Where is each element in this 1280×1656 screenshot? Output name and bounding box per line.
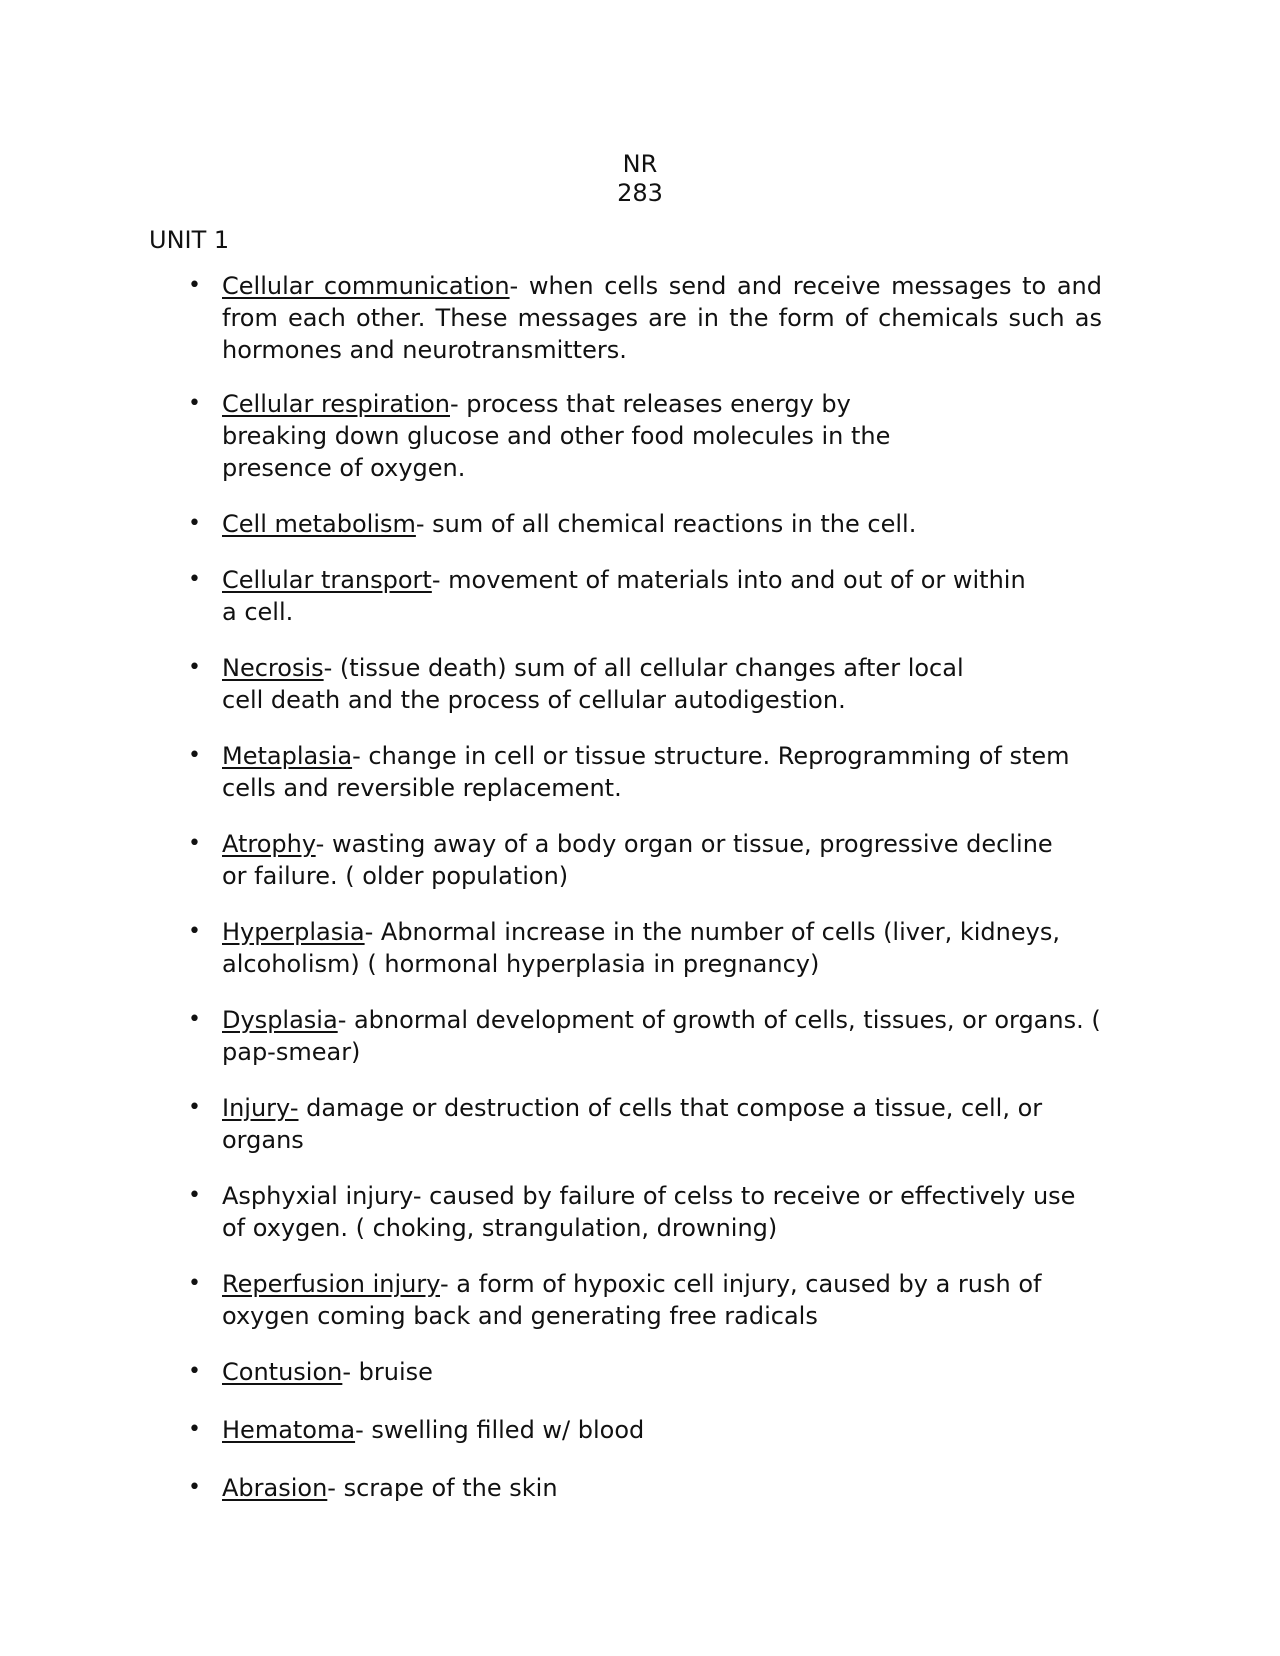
unit-heading: UNIT 1 (149, 226, 230, 254)
list-item (0, 1092, 1062, 1156)
list-item (0, 1268, 1062, 1332)
term-definition: - wasting away of a body organ or tissue, progressive decline or failure. ( older population) (222, 830, 1053, 890)
term-definition: - when cells send and receive messages to and from each other. These messages are in the form of chemicals such as hormones and neurotransmitters. (222, 272, 1102, 364)
bullet-icon: • (188, 1475, 201, 1500)
list-item (0, 1356, 1102, 1388)
term-label: Cellular transport (222, 566, 432, 594)
list-item (0, 740, 1102, 804)
bullet-icon: • (188, 655, 201, 680)
list-item (0, 564, 1042, 628)
term-label: Necrosis (222, 654, 324, 682)
term-label: Hyperplasia (222, 918, 365, 946)
list-item (0, 1472, 1102, 1504)
bullet-icon: • (188, 511, 201, 536)
bullet-icon: • (188, 567, 201, 592)
bullet-icon: • (188, 831, 201, 856)
list-item (0, 270, 1102, 366)
term-definition: - swelling filled w/ blood (355, 1416, 645, 1444)
term-label: Hematoma (222, 1416, 356, 1444)
term-label: Contusion (222, 1358, 343, 1386)
list-item (0, 652, 1002, 716)
term-definition: - Abnormal increase in the number of cells (liver, kidneys, alcoholism) ( hormonal hyperplasia in pregnancy) (222, 918, 1060, 978)
bullet-icon: • (188, 1095, 201, 1120)
term-definition: - a form of hypoxic cell injury, caused by a rush of oxygen coming back and generating free radicals (222, 1270, 1042, 1330)
term-label: Dysplasia (222, 1006, 338, 1034)
bullet-icon: • (188, 919, 201, 944)
course-title (0, 150, 1280, 208)
bullet-icon: • (188, 273, 201, 298)
term-label: Cellular respiration (222, 390, 450, 418)
term-definition: - abnormal development of growth of cells, tissues, or organs. ( pap-smear) (222, 1006, 1101, 1066)
term-definition: Asphyxial injury- caused by failure of celss to receive or effectively use of oxygen. ( choking, strangulation, drowning) (222, 1182, 1076, 1242)
term-label: Atrophy (222, 830, 316, 858)
term-definition: - scrape of the skin (327, 1474, 558, 1502)
list-item (0, 916, 1062, 980)
list-item (0, 388, 962, 484)
term-label: Metaplasia (222, 742, 353, 770)
list-item (0, 1180, 1082, 1244)
term-definition: - sum of all chemical reactions in the cell. (415, 510, 917, 538)
bullet-icon: • (188, 1359, 201, 1384)
term-label: Cell metabolism (222, 510, 416, 538)
term-definition: - change in cell or tissue structure. Reprogramming of stem cells and reversible replacement. (222, 742, 1070, 802)
term-definition: damage or destruction of cells that compose a tissue, cell, or organs (222, 1094, 1043, 1154)
terms-list (0, 270, 1280, 1504)
list-item (0, 828, 1082, 892)
term-label: Injury- (222, 1094, 299, 1122)
course-title-line1: NR (622, 150, 658, 178)
term-label: Reperfusion injury (222, 1270, 440, 1298)
list-item (0, 1414, 1102, 1446)
bullet-icon: • (188, 1417, 201, 1442)
course-title-line2: 283 (617, 179, 663, 207)
term-definition: - process that releases energy by breaking down glucose and other food molecules in the presence of oxygen. (222, 390, 891, 482)
bullet-icon: • (188, 743, 201, 768)
list-item (0, 508, 1102, 540)
term-definition: - bruise (342, 1358, 433, 1386)
list-item (0, 1004, 1102, 1068)
term-definition: - (tissue death) sum of all cellular changes after local cell death and the process of cellular autodigestion. (222, 654, 964, 714)
term-definition: - movement of materials into and out of or within a cell. (222, 566, 1026, 626)
term-label: Cellular communication (222, 272, 510, 300)
bullet-icon: • (188, 1007, 201, 1032)
term-label: Abrasion (222, 1474, 328, 1502)
bullet-icon: • (188, 1183, 201, 1208)
bullet-icon: • (188, 1271, 201, 1296)
bullet-icon: • (188, 391, 201, 416)
